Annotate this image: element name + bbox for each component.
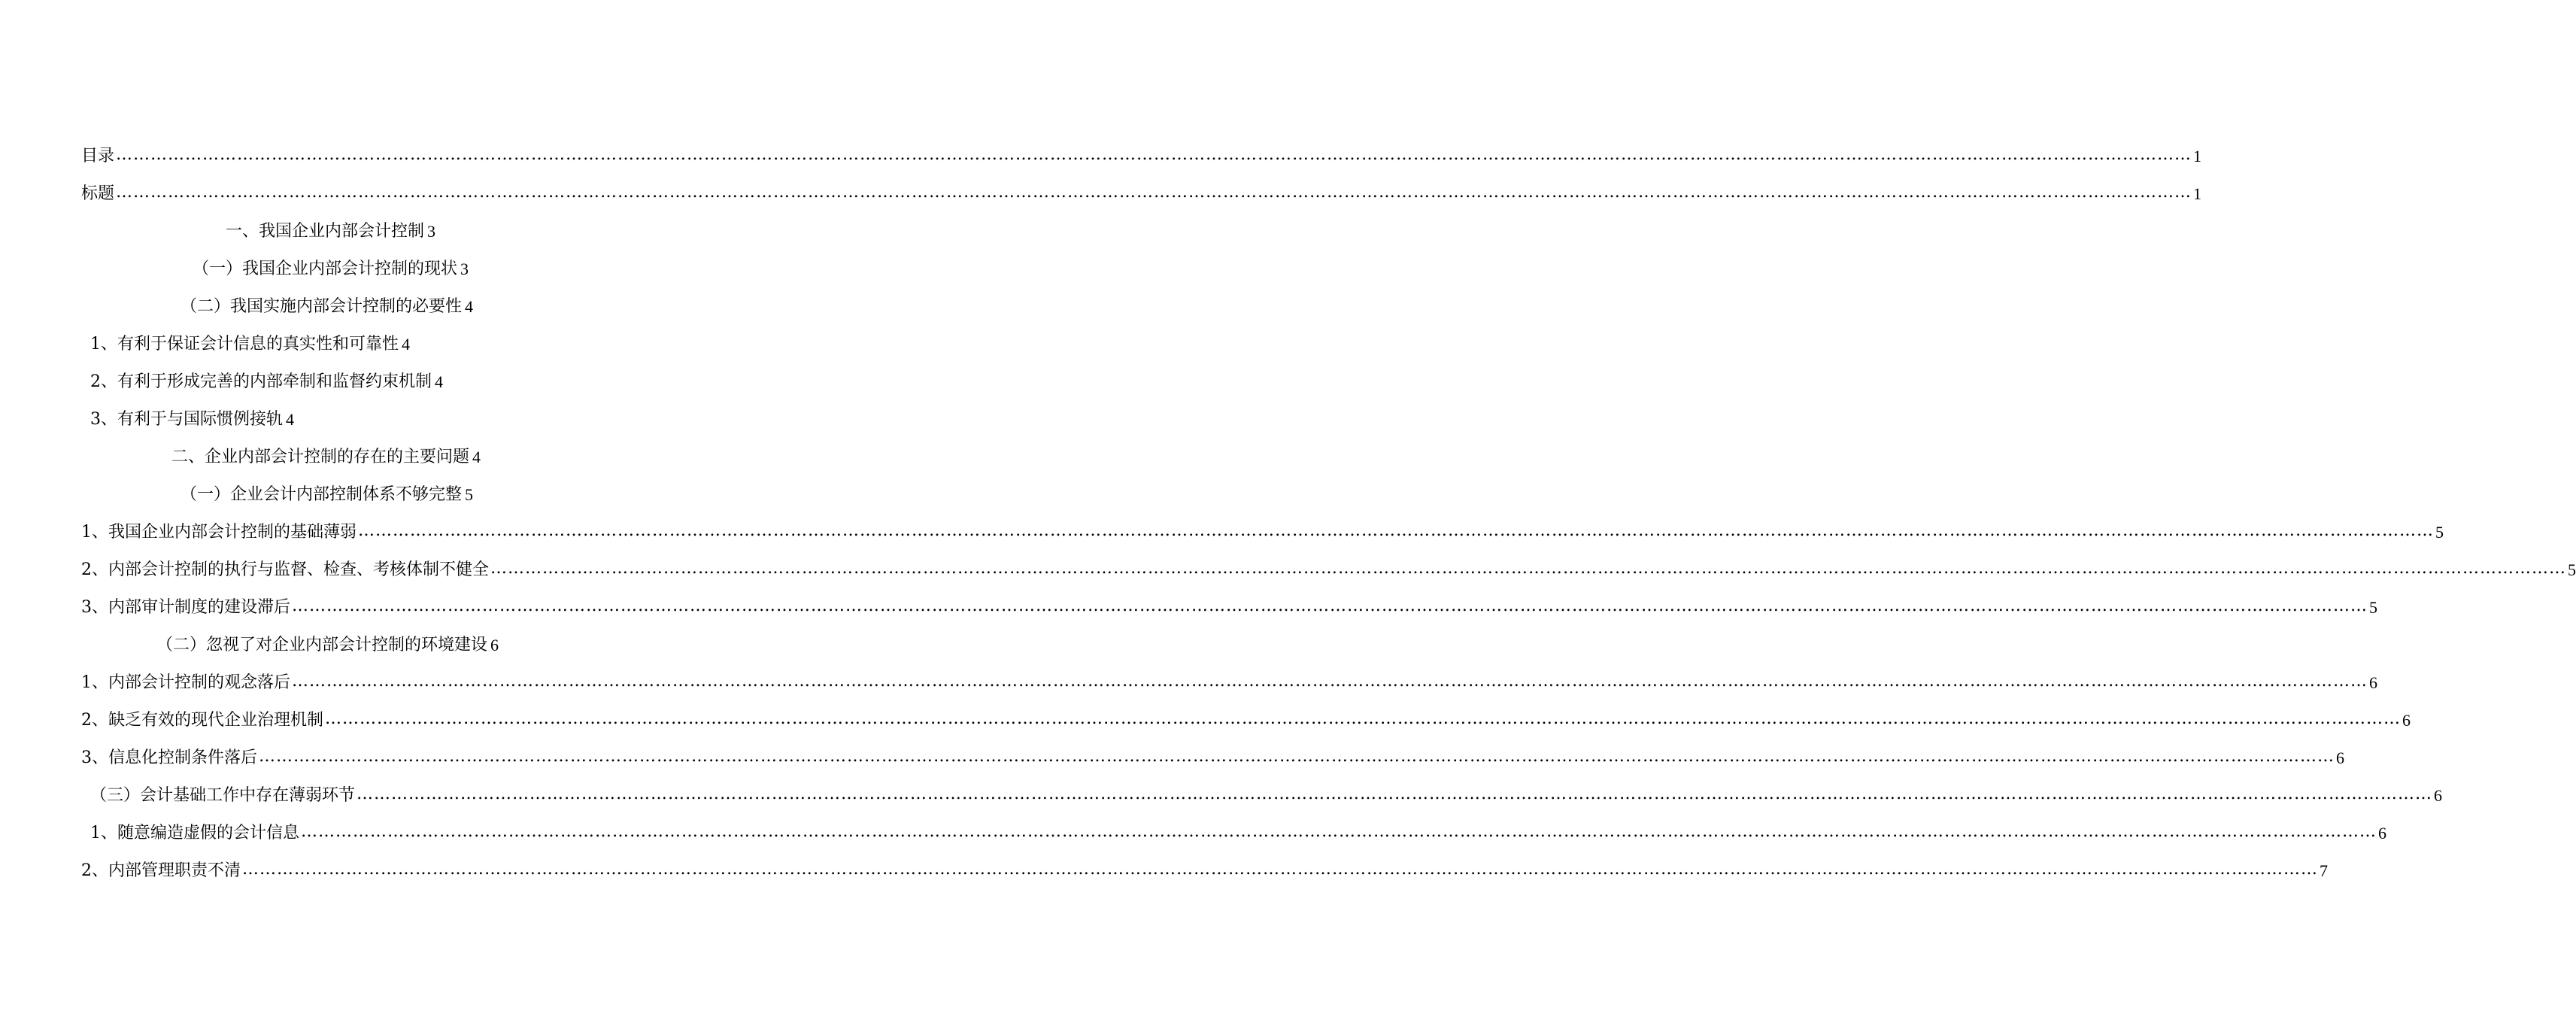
toc-entry[interactable] xyxy=(81,143,2202,170)
toc-entry-title: （二）我国实施内部会计控制的必要性 xyxy=(181,297,463,316)
toc-entry[interactable] xyxy=(81,669,2377,697)
toc-entry-page: 1 xyxy=(2193,184,2202,203)
toc-entry-title: 2、有利于形成完善的内部牵制和监督约束机制 xyxy=(90,372,432,391)
toc-entry-title: 1、内部会计控制的观念落后 xyxy=(81,673,290,692)
toc-entry-title: 2、内部管理职责不清 xyxy=(81,861,241,880)
toc-entry-title: 1、我国企业内部会计控制的基础薄弱 xyxy=(81,523,357,542)
toc-entry-page: 6 xyxy=(2402,711,2411,730)
toc-leader-dots: ……………………………………………………………………………………………………………………………………………………………………………………………………………………………………………………………………………………………………………………………… xyxy=(259,747,2335,766)
toc-entry-page: 7 xyxy=(2320,861,2328,880)
toc-entry-page: 5 xyxy=(2435,523,2444,542)
toc-entry-title: 标题 xyxy=(81,184,115,203)
toc-entry-page: 4 xyxy=(435,372,443,391)
toc-leader-dots: ……………………………………………………………………………………………………………………………………………………………………………………………………………………………………………………………………………………………………………………………… xyxy=(242,860,2318,879)
toc-entry-page: 1 xyxy=(2193,147,2202,165)
toc-entry-page: 4 xyxy=(465,297,474,316)
toc-entry[interactable] xyxy=(226,218,435,245)
toc-entry-page: 5 xyxy=(465,485,474,504)
toc-entry-title: 一、我国企业内部会计控制 xyxy=(226,222,425,241)
toc-entry[interactable] xyxy=(171,444,481,471)
toc-entry[interactable] xyxy=(81,707,2411,734)
toc-entry-title: 3、信息化控制条件落后 xyxy=(81,748,257,767)
toc-leader-dots: ……………………………………………………………………………………………………………………………………………………………………………………………………………………………………………………………………………………………………………………………… xyxy=(358,521,2434,540)
toc-entry-page: 6 xyxy=(2378,824,2386,842)
toc-leader-dots: ……………………………………………………………………………………………………………………………………………………………………………………………………………………………………………………………………………………………………………………………… xyxy=(116,183,2192,202)
toc-entry-page: 6 xyxy=(2369,673,2377,692)
toc-entry[interactable] xyxy=(90,369,443,396)
toc-entry[interactable] xyxy=(181,293,473,320)
toc-entry-title: 3、内部审计制度的建设滞后 xyxy=(81,598,290,617)
toc-entry[interactable] xyxy=(90,406,294,433)
toc-entry-page: 4 xyxy=(286,410,294,429)
toc-entry[interactable] xyxy=(81,181,2202,208)
toc-entry-title: 2、缺乏有效的现代企业治理机制 xyxy=(81,711,323,730)
toc-entry[interactable] xyxy=(90,331,410,358)
toc-leader-dots: ……………………………………………………………………………………………………………………………………………………………………………………………………………………………………………………………………………………………………………………………… xyxy=(292,672,2368,691)
toc-entry-title: 2、内部会计控制的执行与监督、检查、考核体制不健全 xyxy=(81,560,489,579)
toc-entry[interactable] xyxy=(156,632,499,659)
toc-entry-title: 3、有利于与国际惯例接轨 xyxy=(90,410,283,429)
toc-entry-title: （一）企业会计内部控制体系不够完整 xyxy=(181,485,463,504)
toc-entry-page: 6 xyxy=(2336,748,2344,767)
toc-entry-page: 5 xyxy=(2369,598,2377,617)
toc-leader-dots: ……………………………………………………………………………………………………………………………………………………………………………………………………………………………………………………………………………………………………………………………… xyxy=(325,709,2401,728)
toc-entry[interactable] xyxy=(81,557,2576,584)
toc-leader-dots: ……………………………………………………………………………………………………………………………………………………………………………………………………………………………………………………………………………………………………………………………… xyxy=(490,559,2566,578)
toc-entry-title: 1、随意编造虚假的会计信息 xyxy=(90,824,299,842)
toc-entry-page: 6 xyxy=(490,636,499,654)
toc-entry[interactable] xyxy=(90,782,2443,809)
toc-entry[interactable] xyxy=(181,481,473,509)
toc-entry-page: 3 xyxy=(460,260,469,278)
toc-leader-dots: ……………………………………………………………………………………………………………………………………………………………………………………………………………………………………………………………………………………………………………………………… xyxy=(301,822,2377,841)
toc-leader-dots: ……………………………………………………………………………………………………………………………………………………………………………………………………………………………………………………………………………………………………………………………… xyxy=(292,597,2368,615)
toc-entry[interactable] xyxy=(81,594,2377,621)
toc-entry-title: （一）我国企业内部会计控制的现状 xyxy=(193,260,458,278)
toc-entry-title: （二）忽视了对企业内部会计控制的环境建设 xyxy=(156,636,488,654)
toc-entry[interactable] xyxy=(81,519,2444,546)
toc-entry[interactable] xyxy=(90,820,2386,847)
toc-entry[interactable] xyxy=(81,858,2328,885)
toc-entry-page: 4 xyxy=(402,335,410,354)
toc-entry[interactable] xyxy=(193,256,469,283)
toc-entry-title: 1、有利于保证会计信息的真实性和可靠性 xyxy=(90,335,399,354)
toc-leader-dots: ……………………………………………………………………………………………………………………………………………………………………………………………………………………………………………………………………………………………………………………………… xyxy=(116,145,2192,164)
toc-entry-page: 6 xyxy=(2434,786,2443,805)
toc-entry-title: 二、企业内部会计控制的存在的主要问题 xyxy=(171,448,470,466)
toc-entry-page: 4 xyxy=(472,448,481,466)
toc-entry[interactable] xyxy=(81,745,2344,772)
toc-entry-title: 目录 xyxy=(81,147,115,165)
toc-entry-page: 5 xyxy=(2568,560,2576,579)
toc-entry-page: 3 xyxy=(427,222,436,241)
toc-entry-title: （三）会计基础工作中存在薄弱环节 xyxy=(90,786,356,805)
toc-leader-dots: ……………………………………………………………………………………………………………………………………………………………………………………………………………………………………………………………………………………………………………………………… xyxy=(357,785,2433,803)
